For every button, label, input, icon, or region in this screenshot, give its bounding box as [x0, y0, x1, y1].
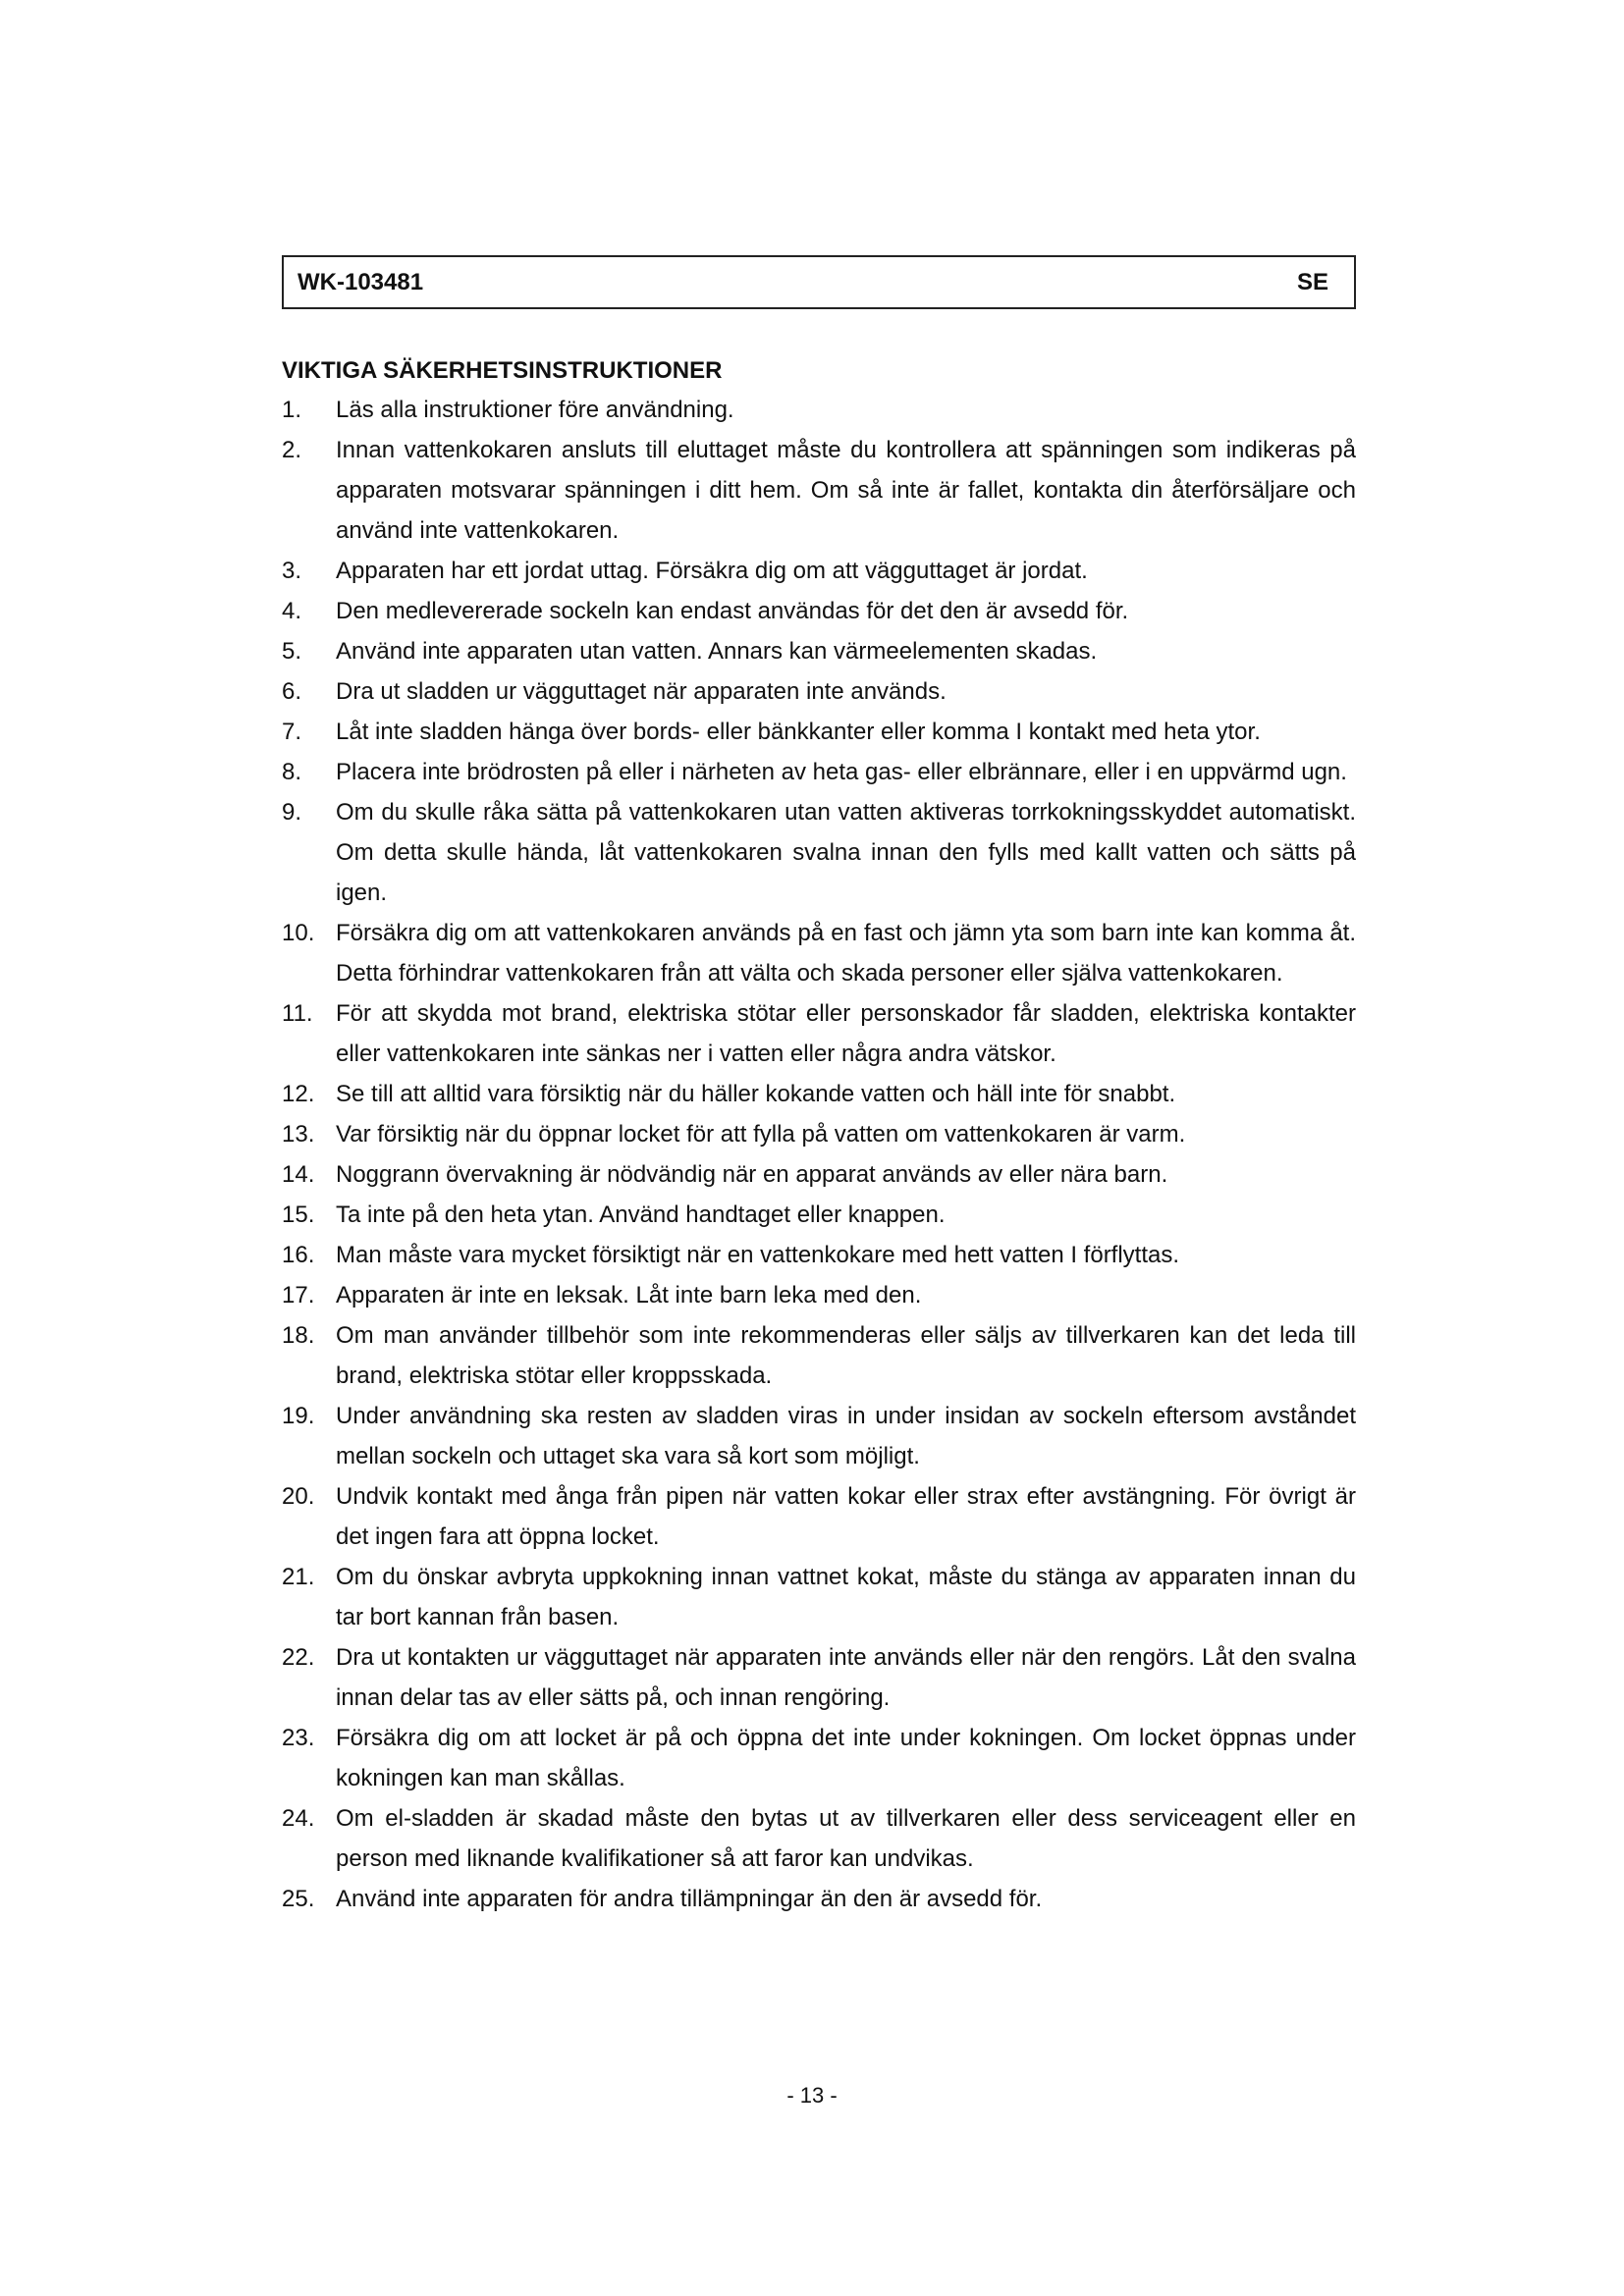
instruction-number: 17.: [282, 1282, 315, 1308]
instruction-number: 20.: [282, 1483, 315, 1510]
instruction-number: 24.: [282, 1805, 315, 1832]
instruction-item: [282, 1557, 1356, 1637]
instruction-number: 16.: [282, 1242, 315, 1268]
instruction-item: [282, 792, 1356, 913]
instruction-text: Noggrann övervakning är nödvändig när en apparat används av eller nära barn.: [336, 1161, 1168, 1188]
instruction-item: [282, 752, 1356, 792]
instruction-list: [282, 390, 1356, 1919]
instruction-text: Låt inte sladden hänga över bords- eller bänkkanter eller komma I kontakt med heta ytor.: [336, 719, 1261, 745]
instruction-text: Ta inte på den heta ytan. Använd handtaget eller knappen.: [336, 1201, 946, 1228]
instruction-number: 11.: [282, 1000, 313, 1027]
instruction-item: [282, 1476, 1356, 1557]
page-number: - 13 -: [786, 2083, 838, 2108]
instruction-text: För att skydda mot brand, elektriska stötar eller personskador får sladden, elektriska kontakter eller vattenkokaren inte sänkas ner i vatten eller några andra vätskor.: [336, 1000, 1356, 1067]
instruction-item: [282, 430, 1356, 551]
instruction-item: [282, 1154, 1356, 1195]
instruction-number: 7.: [282, 719, 302, 745]
instruction-number: 4.: [282, 598, 302, 624]
instruction-number: 15.: [282, 1201, 315, 1228]
instruction-text: Läs alla instruktioner före användning.: [336, 397, 734, 423]
instruction-text: Dra ut kontakten ur vägguttaget när apparaten inte används eller när den rengörs. Låt den svalna innan delar tas av eller sätts på, och innan rengöring.: [336, 1644, 1356, 1711]
instruction-text: Om du önskar avbryta uppkokning innan vattnet kokat, måste du stänga av apparaten innan du tar bort kannan från basen.: [336, 1564, 1356, 1630]
instruction-item: [282, 913, 1356, 993]
instruction-text: Se till att alltid vara försiktig när du häller kokande vatten och häll inte för snabbt.: [336, 1081, 1176, 1107]
instruction-item: [282, 1396, 1356, 1476]
instruction-number: 10.: [282, 920, 315, 946]
instruction-text: Var försiktig när du öppnar locket för att fylla på vatten om vattenkokaren är varm.: [336, 1121, 1186, 1148]
instruction-item: [282, 591, 1356, 631]
instruction-text: Den medlevererade sockeln kan endast användas för det den är avsedd för.: [336, 598, 1129, 624]
instruction-number: 13.: [282, 1121, 315, 1148]
instruction-text: Apparaten har ett jordat uttag. Försäkra dig om att vägguttaget är jordat.: [336, 558, 1088, 584]
instruction-number: 5.: [282, 638, 302, 665]
instruction-text: Om el-sladden är skadad måste den bytas ut av tillverkaren eller dess serviceagent eller en person med liknande kvalifikationer så att faror kan undvikas.: [336, 1805, 1356, 1872]
instruction-text: Om man använder tillbehör som inte rekommenderas eller säljs av tillverkaren kan det leda till brand, elektriska stötar eller kroppsskada.: [336, 1322, 1356, 1389]
instruction-item: [282, 1798, 1356, 1879]
instruction-text: Undvik kontakt med ånga från pipen när vatten kokar eller strax efter avstängning. För övrigt är det ingen fara att öppna locket.: [336, 1483, 1356, 1550]
instruction-number: 9.: [282, 799, 302, 826]
instruction-item: [282, 1074, 1356, 1114]
instruction-text: Under användning ska resten av sladden viras in under insidan av sockeln eftersom avståndet mellan sockeln och uttaget ska vara så kort som möjligt.: [336, 1403, 1356, 1469]
instruction-item: [282, 390, 1356, 430]
instruction-item: [282, 631, 1356, 671]
instruction-number: 8.: [282, 759, 302, 785]
instruction-number: 14.: [282, 1161, 315, 1188]
instruction-item: [282, 993, 1356, 1074]
instruction-item: [282, 1235, 1356, 1275]
instruction-text: Om du skulle råka sätta på vattenkokaren utan vatten aktiveras torrkokningsskyddet automatiskt. Om detta skulle hända, låt vattenkokaren svalna innan den fylls med kallt vatten och sätts på igen.: [336, 799, 1356, 906]
instruction-text: Använd inte apparaten för andra tillämpningar än den är avsedd för.: [336, 1886, 1043, 1912]
instruction-item: [282, 1275, 1356, 1315]
model-number: WK-103481: [298, 268, 424, 295]
instruction-text: Använd inte apparaten utan vatten. Annars kan värmeelementen skadas.: [336, 638, 1098, 665]
instruction-text: Dra ut sladden ur vägguttaget när apparaten inte används.: [336, 678, 947, 705]
instruction-number: 19.: [282, 1403, 315, 1429]
instruction-item: [282, 1195, 1356, 1235]
instruction-item: [282, 1637, 1356, 1718]
document-header: [282, 255, 1356, 309]
instruction-text: Försäkra dig om att vattenkokaren används på en fast och jämn yta som barn inte kan komma åt. Detta förhindrar vattenkokaren från att välta och skada personer eller själva vattenkokaren.: [336, 920, 1356, 987]
instruction-number: 2.: [282, 437, 302, 463]
instruction-item: [282, 551, 1356, 591]
instruction-text: Innan vattenkokaren ansluts till eluttaget måste du kontrollera att spänningen som indikeras på apparaten motsvarar spänningen i ditt hem. Om så inte är fallet, kontakta din återförsäljare och använd inte vattenkokaren.: [336, 437, 1356, 544]
instruction-text: Man måste vara mycket försiktigt när en vattenkokare med hett vatten I förflyttas.: [336, 1242, 1180, 1268]
instruction-item: [282, 1114, 1356, 1154]
instruction-number: 12.: [282, 1081, 315, 1107]
instruction-number: 21.: [282, 1564, 315, 1590]
language-code: SE: [1296, 268, 1328, 295]
instruction-text: Placera inte brödrosten på eller i närheten av heta gas- eller elbrännare, eller i en uppvärmd ugn.: [336, 759, 1347, 785]
instruction-item: [282, 1315, 1356, 1396]
instruction-text: Försäkra dig om att locket är på och öppna det inte under kokningen. Om locket öppnas under kokningen kan man skållas.: [336, 1725, 1356, 1791]
instruction-text: Apparaten är inte en leksak. Låt inte barn leka med den.: [336, 1282, 922, 1308]
instruction-number: 23.: [282, 1725, 315, 1751]
instruction-number: 6.: [282, 678, 302, 705]
instruction-number: 25.: [282, 1886, 315, 1912]
section-title: VIKTIGA SÄKERHETSINSTRUKTIONER: [282, 357, 723, 384]
instruction-item: [282, 671, 1356, 712]
instruction-item: [282, 1879, 1356, 1919]
instruction-number: 1.: [282, 397, 302, 423]
instruction-item: [282, 1718, 1356, 1798]
instruction-number: 22.: [282, 1644, 315, 1671]
instruction-number: 18.: [282, 1322, 315, 1349]
instruction-number: 3.: [282, 558, 302, 584]
instruction-item: [282, 712, 1356, 752]
